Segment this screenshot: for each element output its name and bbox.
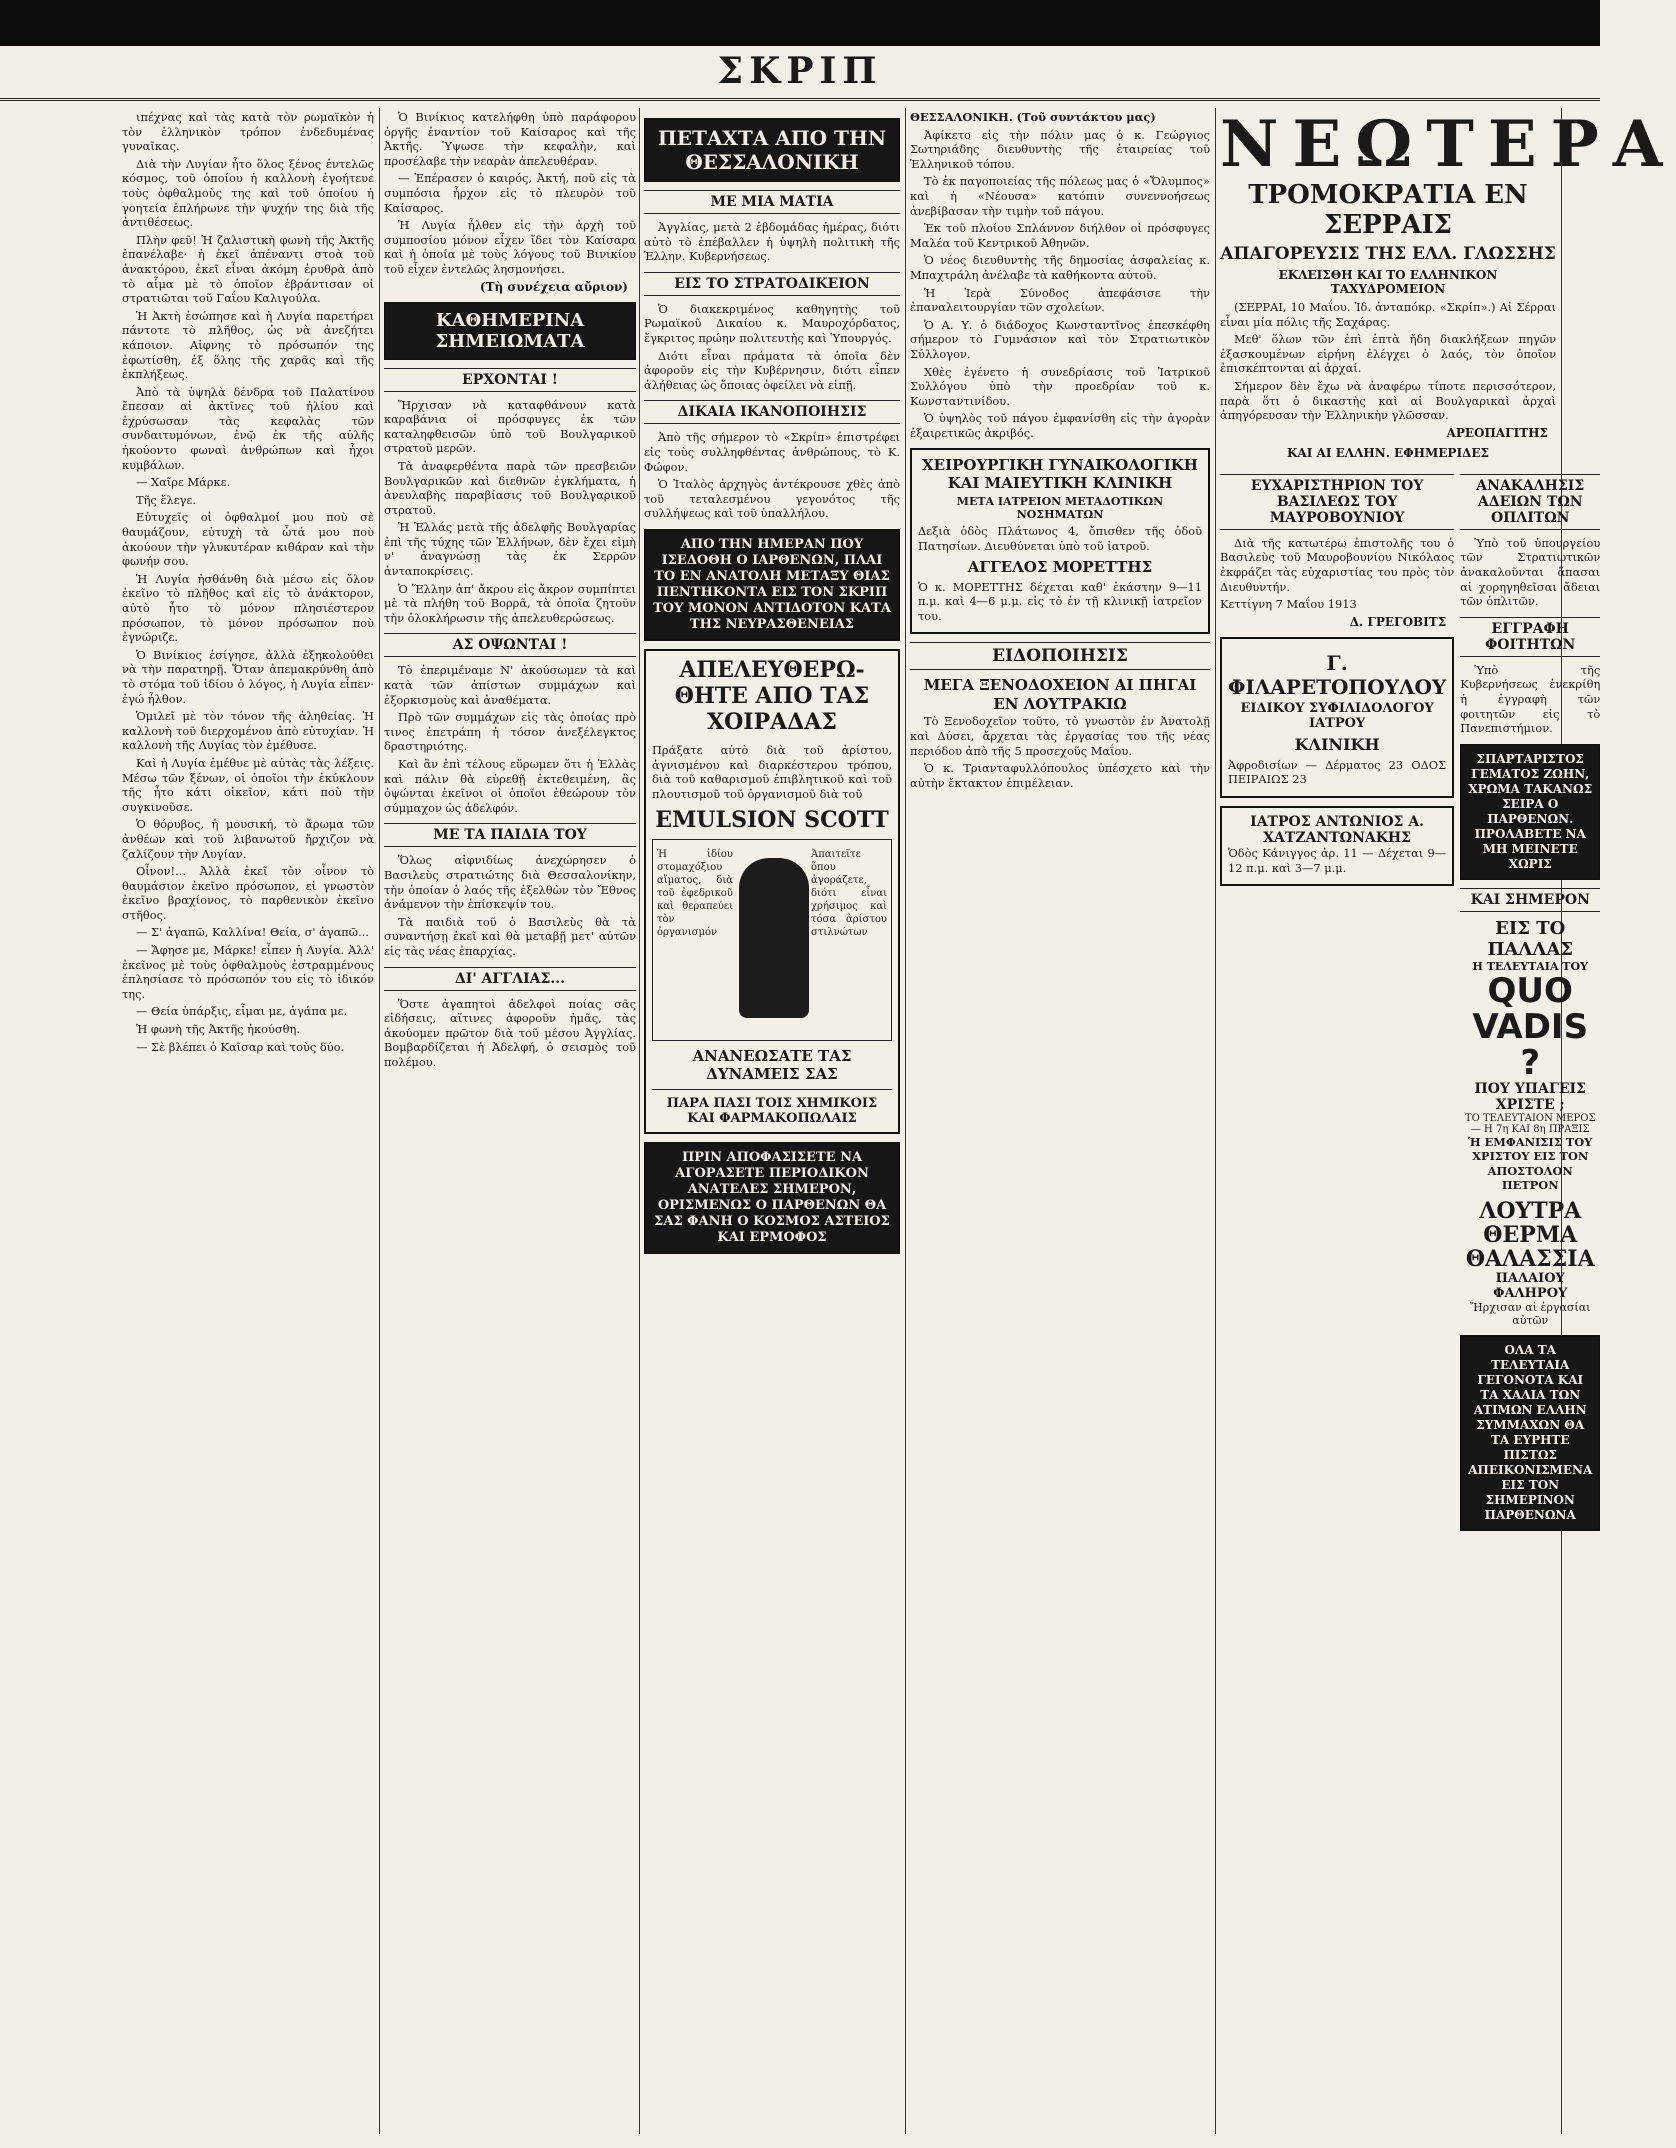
article-paragraph: Ἀπὸ τῆς σήμερον τὸ «Σκρίπ» ἐπιστρέφει εἰς τοὺς συλληφθέντας ἀνθρώπους, τὸ Κ. Φώφον. — [644, 430, 900, 474]
scott-brand: EMULSION SCOTT — [655, 807, 889, 834]
article-paragraph: Ὁ διακεκριμένος καθηγητὴς τοῦ Ρωμαϊκοῦ Δικαίου κ. Μαυροχόρδατος, ἔγκριτος πρώην πολιτευτὴς καὶ Ὑπουργός. — [644, 301, 900, 345]
neotera-heading: ΝΕΩΤΕΡΑ — [1220, 107, 1676, 182]
sub-headline-2: ΕΚΛΕΙΣΘΗ ΚΑΙ ΤΟ ΕΛΛΗΝΙΚΟΝ ΤΑΧΥΔΡΟΜΕΙΟΝ — [1278, 268, 1498, 296]
clinic-sub: ΜΕΤΑ ΙΑΤΡΕΙΟΝ ΜΕΤΑΔΟΤΙΚΩΝ ΝΟΣΗΜΑΤΩΝ — [956, 495, 1164, 522]
news-item: Τὸ ἐκ παγοποιείας τῆς πόλεως μας ὁ «Ὄλυμπος» καὶ ἡ «Νέουσα» κατόπιν συνεννοήσεως ἀνεβίβασαν τὴν τιμὴν τοῦ πάγου. — [910, 174, 1210, 218]
kathimerina-header: ΚΑΘΗΜΕΡΙΝΑ ΣΗΜΕΙΩΜΑΤΑ — [384, 302, 636, 360]
news-item: Ἡ Ἱερὰ Σύνοδος ἀπεφάσισε τὴν ἐπαναλειτουργίαν τῶν σχολείων. — [910, 285, 1210, 315]
filaretopoulos-ad — [1220, 637, 1454, 798]
baths-note: Ἤρχισαν αἱ ἐργασίαι αὐτῶν — [1469, 1301, 1591, 1328]
serial-paragraph: Ὁμιλεῖ μὲ τὸν τόνον τῆς ἀληθείας. Ἡ καλλονὴ τοῦ διερχομένου ἀπὸ εὐτυχίαν. Ἡ καλλονὴ τῆς Λυγίας τὸν ἐμέθυσε. — [122, 709, 374, 753]
clinic-address: Δεξιὰ ὁδὸς Πλάτωνος 4, ὄπισθεν τῆς ὁδοῦ Πατησίων. Διευθύνεται ὑπὸ τοῦ ἰατροῦ. — [918, 524, 1202, 554]
leave-recall: Ὑπὸ τοῦ ὑπουργείου τῶν Στρατιωτικῶν ἀνακαλοῦνται ἅπασαι αἱ χορηγηθεῖσαι ἄδειαι τῶν ὁπλιτῶν. — [1460, 535, 1601, 609]
scott-right-text: Ἀπαιτεῖτε ὅπου ἀγοράζετε, διότι εἶναι χρήσιμος καὶ τόσα ἀρίστου στιλνώτων — [811, 849, 887, 939]
article-paragraph: Ἀγγλίας, μετὰ 2 ἑβδομάδας ἡμέρας, διότι αὐτὸ τὸ ἐπέβαλλεν ἡ ὑψηλὴ πολιτικὴ τῆς Ἑλλην. Κυβερνήσεως. — [644, 220, 900, 264]
scott-left-text: Ἡ ἰδίου στομαχόξιου αἵματος, διὰ τοῦ ἐφεδρικοῦ καὶ θεραπεύει τὸν ὀργανισμόν — [657, 849, 733, 939]
article-paragraph: Ἤρχισαν νὰ καταφθάνουν κατὰ καραβάνια οἱ πρόσφυγες ἐκ τῶν καταληφθεισῶν ὑπὸ τοῦ Βουλγαρικοῦ στρατοῦ μερῶν. — [384, 397, 636, 456]
column-rule — [1215, 108, 1216, 2134]
baths-title-2: ΘΑΛΑΣΣΙΑ — [1465, 1246, 1595, 1273]
quo-vadis-body: Ἡ ΕΜΦΑΝΙΣΙΣ ΤΟΥ ΧΡΙΣΤΟΥ ΕΙΣ ΤΟΝ ΑΠΟΣΤΟΛΟΝ ΠΕΤΡΟΝ — [1468, 1134, 1593, 1193]
column-5 — [1220, 107, 1676, 2134]
serial-paragraph: — Χαῖρε Μάρκε. — [136, 475, 231, 490]
doctor-title: ΕΙΔΙΚΟΥ ΣΥΦΙΛΙΔΟΛΟΓΟΥ ΙΑΤΡΟΥ — [1240, 700, 1434, 731]
section-heading: ΕΡΧΟΝΤΑΙ ! — [384, 368, 636, 392]
article-paragraph: Τὰ παιδιὰ τοῦ ὁ Βασιλεὺς θὰ τὰ συναντήσῃ ἐκεῖ καὶ θὰ μεταβῇ μετ' αὐτῶν εἰς τὰς νέας ἐπαρχίας. — [384, 914, 636, 958]
hotel-note: Ὁ κ. Τριανταφυλλόπουλος ὑπέσχετο καὶ τὴν αὐτὴν ἔκτακτον ἐπιμέλειαν. — [910, 761, 1210, 790]
column-rule — [379, 108, 380, 2134]
hotel-title: ΜΕΓΑ ΞΕΝΟΔΟΧΕΙΟΝ ΑΙ ΠΗΓΑΙ ΕΝ ΛΟΥΤΡΑΚΙΩ — [923, 676, 1197, 714]
article-paragraph: Τὸ ἐπεριμέναμε Ν' ἀκούσωμεν τὰ καὶ κατὰ τῶν ἀπίστων συμμάχων καὶ ἐξορκισμοὺς καὶ ἀναθέματα. — [384, 663, 636, 707]
article-paragraph: Ἡ Ἑλλάς μετὰ τῆς ἀδελφῆς Βουλγαρίας ἐπὶ τῆς τύχης τῶν Ἑλλήνων, δὲν ἔχει εἰμὴ ν' ἀναγνώσῃ τὰς ἐκ Σερρῶν ἀνταποκρίσεις. — [384, 520, 636, 579]
right-subcolumn — [1460, 466, 1600, 1539]
serial-paragraph: Διὰ τὴν Λυγίαν ἦτο ὅλος ξένος ἐντελῶς κόσμος, τοῦ ὁποίου ἡ καλλονὴ ἐγοήτευε τοὺς ὀφθαλμοὺς της καὶ τοῦ ὁποίου ἡ γοητεία ἐπλήρωνε τὴν ψυχήν της διὰ τῆς ἀντιθέσεως. — [122, 156, 374, 230]
serial-paragraph: — Σὲ βλέπει ὁ Καῖσαρ καὶ τοὺς δύο. — [136, 1039, 345, 1054]
serial-paragraph: Ἡ Λυγία ἦλθεν εἰς τὴν ἀρχὴ τοῦ συμποσίου μόνον εἶχεν ἴδει τὸν Καίσαρα καὶ ἡ ὁποία μὲ τοὺς λόγους τοῦ Βινικίου τοῦ εἶχεν ἐντελῶς λησμονήσει. — [384, 218, 636, 276]
serial-paragraph: Τῆς ἔλεγε. — [136, 492, 196, 507]
efm-heading: ΚΑΙ ΑΙ ΕΛΛΗΝ. ΕΦΗΜΕΡΙΔΕΣ — [1286, 445, 1489, 460]
news-item: Ὁ ὑψηλὸς τοῦ πάγου ἐμφανίσθη εἰς τὴν ἀγορὰν ἐξαιρετικῶς ἀκριβός. — [910, 411, 1210, 440]
section-heading: ΕΓΓΡΑΦΗ ΦΟΙΤΗΤΩΝ — [1460, 617, 1600, 657]
section-heading: ΑΣ ΟΨΩΝΤΑΙ ! — [384, 633, 636, 657]
serial-paragraph: Ἀπὸ τὰ ὑψηλὰ δένδρα τοῦ Παλατίνου ἔπεσαν αἱ ἀκτῖνες τοῦ ἡλίου καὶ ἐχρύσωσαν τὰς κεφαλὰς τῶν συνδαιτυμόνων, ἐνῷ ἐκ τῆς αὐλῆς ἠκούοντο φωναὶ ἀνθρώπων καὶ ἦχοι κυμβάλων. — [122, 384, 374, 472]
baths-title: ΛΟΥΤΡΑ ΘΕΡΜΑ — [1479, 1198, 1582, 1249]
quo-vadis-part: ΤΟ ΤΕΛΕΥΤΑΙΟΝ ΜΕΡΟΣ — Η 7η ΚΑΙ 8η ΠΡΑΞΙΣ — [1464, 1112, 1596, 1135]
dateline: ΘΕΣΣΑΛΟΝΙΚΗ. (Τοῦ συντάκτου μας) — [910, 110, 1156, 124]
doctor-name: ΙΑΤΡΟΣ ΑΝΤΩΝΙΟΣ Α. ΧΑΤΖΑΝΤΩΝΑΚΗΣ — [1250, 813, 1425, 846]
doctor-name: Γ. ΦΙΛΑΡΕΤΟΠΟΥΛΟΥ — [1228, 650, 1447, 699]
doctor-hours: Ὁδὸς Κάνιγγος ἀρ. 11 — Δέχεται 9—12 π.μ. καὶ 3—7 μ.μ. — [1228, 845, 1447, 875]
article-paragraph: Ὅστε ἀγαπητοὶ ἀδελφοὶ ποίας σᾶς εἰδήσεις, αἵτινες ἀφοροῦν ἡμᾶς, τὰς ἀκούομεν πρῶτον διὰ τοῦ μέσου Ἀγγλίας. Βομβαρδίζεται ἡ Ἀδελφή, ὁ σεισμὸς τοῦ πολέμου. — [384, 996, 636, 1069]
news-item: Χθὲς ἐγένετο ἡ συνεδρίασις τοῦ Ἰατρικοῦ Συλλόγου ὑπὸ τὴν προεδρίαν τοῦ κ. Κωνσταντινίδου. — [910, 364, 1210, 408]
parthenon-box-2: ΠΡΙΝ ΑΠΟΦΑΣΙΣΕΤΕ ΝΑ ΑΓΟΡΑΣΕΤΕ ΠΕΡΙΟΔΙΚΟΝ ΑΝΑΤΕΛΕΣ ΣΗΜΕΡΟΝ, ΟΡΙΣΜΕΝΩΣ Ο ΠΑΡΘΕΝΩΝ ΘΑ ΣΑΣ ΦΑΝΗ Ο ΚΟΣΜΟΣ ΑΣΤΕΙΟΣ ΚΑΙ ΕΡΜΟΦΟΣ — [644, 1142, 900, 1254]
section-heading: ΔΙ' ΑΓΓΛΙΑΣ... — [384, 967, 636, 991]
serial-paragraph: Ὁ Βινίκιος κατελήφθη ὑπὸ παράφορου ὀργῆς ἐναντίον τοῦ Καίσαρος καὶ τῆς Ἀκτῆς. Ὑψωσε τὴν κεφαλὴν, καὶ προσέλαβε τὴν νεαρὰν ἀπελευθέραν. — [384, 110, 636, 168]
column-3 — [644, 110, 900, 2134]
column-4 — [910, 110, 1210, 2134]
scott-ad-title: ΑΠΕΛΕΥΘΕΡΩ-ΘΗΤΕ ΑΠΟ ΤΑΣ ΧΟΙΡΑΔΑΣ — [674, 656, 870, 735]
column-rule — [905, 108, 906, 2134]
students: Ὑπὸ τῆς Κυβερνήσεως ἐνεκρίθη ἡ ἐγγραφὴ τῶν φοιτητῶν εἰς τὸ Πανεπιστήμιον. — [1460, 662, 1601, 736]
chatzantonakis-ad — [1220, 806, 1454, 886]
serial-paragraph: — Ἐπέρασεν ὁ καιρός, Ἀκτή, ποῦ εἰς τὰ συμπόσια ἦρχον εἰς τὸ πλευρὸν τοῦ Καίσαρος. — [384, 171, 636, 215]
section-heading: ΜΕ ΜΙΑ ΜΑΤΙΑ — [644, 190, 900, 214]
serial-paragraph: Οἶνον!... Ἀλλὰ ἐκεῖ τὸν οἶνον τὸ θαυμάσιον ἐκεῖνο πρόσωπον, εἰ γνωστὸν ἐκεῖνο βραχίονος, τὸ παρθενικὸν ἐκεῖνο στῆθος. — [122, 864, 374, 922]
article-paragraph: Διότι εἶναι πράματα τὰ ὁποῖα δὲν ἀφοροῦν εἰς τὴν Κυβέρνησιν, διότι εἶπεν ἀλήθειας ὡς ὅποιας ὀφείλει νὰ εἰπῇ. — [644, 348, 900, 392]
article-paragraph: (ΣΕΡΡΑΙ, 10 Μαΐου. Ἰδ. ἀνταπόκρ. «Σκρίπ».) Αἱ Σέρραι εἶναι μία πόλις τῆς Σαχάρας. — [1220, 300, 1556, 329]
letter-signature: Δ. ΓΡΕΓΟΒΙΤΣ — [1349, 614, 1447, 629]
serial-paragraph: Εὐτυχεῖς οἱ ὀφθαλμοί μου ποὺ σὲ θαυμάζουν, εὐτυχὴ τὰ ὦτά μου ποὺ ἀκούουν τὴν γλυκυτέραν κιθάραν καὶ τὴν φωνήν σου. — [122, 510, 374, 569]
pallas-title: ΕΙΣ ΤΟ ΠΑΛΛΑΣ — [1487, 917, 1574, 960]
serial-paragraph: Ὁ θόρυβος, ἡ μουσική, τὸ ἄρωμα τῶν ἀνθέων καὶ τοῦ λιβανωτοῦ ἤρχιζον νὰ ζαλίζουν τὴν Λυγίαν. — [122, 817, 374, 861]
serial-paragraph: — Θεία ὑπάρξις, εἶμαι με, ἀγάπα με. — [136, 1004, 348, 1019]
letter-date: Κεττίγνη 7 Μαΐου 1913 — [1220, 597, 1357, 612]
article-paragraph: Ὁ Ἕλλην ἀπ' ἄκρου εἰς ἄκρον συμπίπτει μὲ τὰ πλήθη τοῦ Βορρᾶ, τὰ ὁποῖα ζητοῦν τὴν ὁλοκλήρωσιν τῆς ἀπελευθερώσεως. — [384, 581, 636, 625]
news-item: Ἐκ τοῦ πλοίου Σπλάννον διήλθον οἱ πρόσφυγες Μαλέα τοῦ Κεντρικοῦ Ἀθηνῶν. — [910, 221, 1210, 250]
section-heading: ΔΙΚΑΙΑ ΙΚΑΝΟΠΟΙΗΣΙΣ — [644, 400, 900, 424]
king-letter-intro: Διὰ τῆς κατωτέρω ἐπιστολῆς του ὁ Βασιλεὺς τοῦ Μαυροβουνίου Νικόλαος ἐκφράζει τὰς εὐχαριστίας του πρὸς τὸν Διευθυντήν. — [1220, 535, 1455, 594]
section-heading: ΜΕ ΤΑ ΠΑΙΔΙΑ ΤΟΥ — [384, 823, 636, 847]
column-2 — [384, 110, 636, 2134]
section-heading: ΚΑΙ ΣΗΜΕΡΟΝ — [1460, 888, 1600, 912]
section-heading: ΕΥΧΑΡΙΣΤΗΡΙΟΝ ΤΟΥ ΒΑΣΙΛΕΩΣ ΤΟΥ ΜΑΥΡΟΒΟΥΝΙΟΥ — [1220, 474, 1454, 530]
serial-paragraph: Ὁ Βινίκιος ἐσίγησε, ἀλλὰ ἐξηκολούθει νὰ τὴν παρατηρῇ. Ὅταν ἀπεμακρύνθη ἀπὸ τὸ στόμα τοῦ ἰδίου ὁ λόγος, ἡ Λυγία εἶπεν· ἐγώ ἦλθον. — [122, 647, 374, 706]
clinic-word: ΚΛΙΝΙΚΗ — [1294, 734, 1380, 754]
top-black-band — [0, 0, 1600, 46]
serial-paragraph: ιπέχνας καὶ τὰς κατὰ τὸν ρωμαϊκὸν ἡ τὸν ἑλληνικὸν τρόπον ἐνδεδυμένας γυναῖκας. — [122, 110, 374, 154]
section-heading: ΕΙΔΟΠΟΙΗΣΙΣ — [910, 642, 1210, 670]
parthenon-box: ΑΠΟ ΤΗΝ ΗΜΕΡΑΝ ΠΟΥ ΙΣΕΔΟΘΗ Ο ΙΑΡΘΕΝΩΝ, ΠΛΑΙ ΤΟ ΕΝ ΑΝΑΤΟΛΗ ΜΕΤΑΞΥ ΘΙΑΣ ΠΕΝΤΗΚΟΝΤΑ ΕΙΣ ΤΟΝ ΣΚΡΙΠ ΤΟΥ ΜΟΝΟΝ ΑΝΤΙΔΟΤΟΝ ΚΑΤΑ ΤΗΣ ΝΕΥΡΑΣΘΕΝΕΙΑΣ — [644, 529, 900, 641]
section-heading: ΑΝΑΚΑΛΗΣΙΣ ΑΔΕΙΩΝ ΤΩΝ ΟΠΛΙΤΩΝ — [1460, 474, 1600, 530]
petachta-banner: ΠΕΤΑΧΤΑ ΑΠΟ ΤΗΝ ΘΕΣΣΑΛΟΝΙΚΗ — [644, 118, 900, 182]
main-headline: ΤΡΟΜΟΚΡΑΤΙΑ ΕΝ ΣΕΡΡΑΙΣ — [1248, 180, 1528, 240]
continued-note: (Τὴ συνέχεια αὔριον) — [479, 279, 628, 294]
sub-headline: ΑΠΑΓΟΡΕΥΣΙΣ ΤΗΣ ΕΛΛ. ΓΛΩΣΣΗΣ — [1220, 244, 1556, 264]
article-paragraph: Καὶ ἂν ἐπὶ τέλους εὕρωμεν ὅτι ἡ Ἑλλὰς καὶ πάλιν θὰ εὑρεθῇ ἐκτεθειμένη, ἂς ὀψώνται ἐκεῖνοι οἱ ὁποῖοι ἐθεώρουν τὸν σύμμαχον ὡς ἀδελφόν. — [384, 757, 636, 815]
serial-paragraph: Καὶ ἡ Λυγία ἐμέθυε μὲ αὐτὰς τὰς λέξεις. Μέσω τῶν ξένων, οἱ ὁποῖοι τὴν ἐκύκλουν τῆς ἦτο κάτι οἰκεῖον, κάτι ποὺ τὴν συγκινοῦσε. — [122, 755, 374, 814]
fisherman-figure — [739, 858, 809, 1018]
masthead-title: ΣΚΡΙΠ — [717, 50, 883, 92]
serial-paragraph: Πλὴν φεῦ! Ἡ ζαλιστικὴ φωνὴ τῆς Ἀκτῆς ἐπανέλαβε· ἡ ἐκεῖ ἀπέναντι στοὰ τοῦ ἀνακτόρου, ἐκεῖ εἶναι ἀκόμη ἐρυθρὰ ἀπὸ τὸ αἷμα μὲ τὸ ὁποῖον ἐβράντισαν οἱ στρατιῶται τοῦ Γαΐου Καλιγούλα. — [122, 232, 374, 306]
hotel-body: Τὸ Ξενοδοχεῖον τοῦτο, τὸ γνωστὸν ἐν Ἀνατολῇ καὶ Δύσει, ἄρχεται τὰς ἐργασίας του τῆς νέας περιόδου ἀπὸ τῆς 5 προσεχοῦς Μαΐου. — [910, 714, 1210, 758]
quo-vadis-title: QUO VADIS ? — [1472, 970, 1589, 1083]
article-paragraph: Πρὸ τῶν συμμάχων εἰς τὰς ὁποίας πρὸ τινος ἐπετράπη ἡ τόσον ἀνεξέλεγκτος δραστηριότης. — [384, 710, 636, 754]
serial-paragraph: — Ἄφησε με, Μάρκε! εἶπεν ἡ Λυγία. Ἀλλ' ἐκεῖνος μὲ τοὺς ὀφθαλμοὺς ἐστραμμένους ἐπλησίασε τὸ πρόσωπόν του εἰς τὸ ἰδικόν της. — [122, 943, 374, 1001]
scott-fisherman-illustration — [652, 839, 892, 1041]
section-heading: ΕΙΣ ΤΟ ΣΤΡΑΤΟΔΙΚΕΙΟΝ — [644, 272, 900, 296]
article-paragraph: Μεθ' ὅλων τῶν ἐπὶ ἑπτὰ ἤδη διακλήξεων πηγῶν ἐξασκουμένων εἰρήνη ἐλέγχει ὁ λαός, τὸν ὁποῖον ἐπισκέπτονται αἱ ἀρχαί. — [1220, 332, 1556, 376]
article-paragraph: Σήμερον δὲν ἔχω νὰ ἀναφέρω τίποτε περισσότερον, παρὰ ὅτι ὁ δικαστὴς καὶ αἱ Βουλγαρικαὶ ἀρχαὶ ἀπηγόρευσαν τὴν Ἑλληνικὴν γλῶσσαν. — [1220, 378, 1556, 423]
column-1-serial — [122, 110, 374, 2134]
quo-vadis-sub: ΠΟΥ ΥΠΑΓΕΙΣ ΧΡΙΣΤΕ ; — [1474, 1080, 1586, 1113]
clinic-details: Ἀφροδισίων — Δέρματος 23 ΟΔΟΣ ΠΕΙΡΑΙΩΣ 23 — [1228, 757, 1447, 787]
left-subcolumn — [1220, 466, 1454, 1539]
article-paragraph: Τὰ ἀναφερθέντα παρὰ τῶν πρεσβειῶν Βουλγαρικῶν καὶ διεθνῶν ἐγκλήματα, ἡ ἀνευλαβὴς παραβίασις τοῦ Βουλγαρικοῦ στρατοῦ. — [384, 458, 636, 517]
article-paragraph: Ὁ Ἰταλὸς ἀρχηγὸς ἀντέκρουσε χθὲς ἀπὸ τοῦ τεταλεσμένου γεγονότος τῆς συλλήψεως καὶ τοῦ ὑπαλλήλου. — [644, 477, 900, 521]
parthenon-box-3: ΣΠΑΡΤΑΡΙΣΤΟΣ ΓΕΜΑΤΟΣ ΖΩΗΝ, ΧΡΩΜΑ ΤΑΚΑΝΩΣ ΣΕΙΡΑ Ο ΠΑΡΘΕΝΩΝ. ΠΡΟΛΑΒΕΤΕ ΝΑ ΜΗ ΜΕΙΝΕΤΕ ΧΩΡΙΣ — [1460, 744, 1600, 880]
scott-ad-body: Πράξατε αὐτὸ διὰ τοῦ ἀρίστου, ἀγνισμένου καὶ διαρκέστερου τρόπου, διὰ τοῦ καθαρισμοῦ ἐπιβλητικοῦ καὶ τοῦ πλουτισμοῦ τοῦ ὀργανισμοῦ διὰ τοῦ — [652, 742, 892, 801]
serial-paragraph: Ἡ φωνὴ τῆς Ἀκτῆς ἠκούσθη. — [136, 1022, 300, 1037]
pallas-sub: Η ΤΕΛΕΥΤΑΙΑ ΤΟΥ — [1472, 959, 1588, 973]
news-item: Ὁ νέος διευθυντὴς τῆς δημοσίας ἀσφαλείας κ. Μπαχτράλη ἀνέλαβε τὰ καθήκοντα αὐτοῦ. — [910, 253, 1210, 282]
article-paragraph: Ὅλως αἰφνιδίως ἀνεχώρησεν ὁ Βασιλεὺς στρατιώτης διὰ Θεσσαλονίκην, τὴν ὁποίαν ὁ λαός τῆς ἐξελθὼν τὸν Ἔθνος ἀνάμενον τὴν ἐπίσκεψίν του. — [384, 853, 636, 912]
clinic-hours: Ὁ κ. ΜΟΡΕΤΤΗΣ δέχεται καθ' ἑκάστην 9—11 π.μ. καὶ 4—6 μ.μ. εἰς τὸ ἐν τῇ κλινικῇ ἰατρεῖον του. — [918, 579, 1202, 623]
signature: ΑΡΕΟΠΑΓΙΤΗΣ — [1446, 425, 1548, 440]
news-item: Ἀφίκετο εἰς τὴν πόλιν μας ὁ κ. Γεώργιος Σωτηριάδης διευθυντὴς τῆς ἑταιρείας τοῦ Ἑλληνικοῦ τόπου. — [910, 127, 1210, 171]
scott-ad — [644, 649, 900, 1134]
clinic-ad — [910, 448, 1210, 634]
serial-paragraph: Ἡ Λυγία ἠσθάνθη διὰ μέσω εἰς ὅλον ἐκεῖνο τὸ πλῆθος καὶ εἰς τὸ ἀνάκτορον, αὐτὸ ἦτο τὸ μόνον πλησιέστερον πρόσωπον, τὸ μόνον πρόσωπον ποὺ ἐγνώριζε. — [122, 571, 374, 645]
renew-line: ΑΝΑΝΕΩΣΑΤΕ ΤΑΣ ΔΥΝΑΜΕΙΣ ΣΑΣ — [692, 1047, 852, 1084]
column-rule — [639, 108, 640, 2134]
serial-paragraph: — Σ' ἀγαπῶ, Καλλίνα! Θεία, σ' ἀγαπῶ... — [136, 925, 369, 940]
parthenon-box-4: ΟΛΑ ΤΑ ΤΕΛΕΥΤΑΙΑ ΓΕΓΟΝΟΤΑ ΚΑΙ ΤΑ ΧΑΛΙΑ ΤΩΝ ΑΤΙΜΩΝ ΕΛΛΗΝ ΣΥΜΜΑΧΩΝ ΘΑ ΤΑ ΕΥΡΗΤΕ ΠΙΣΤΩΣ ΑΠΕΙΚΟΝΙΣΜΕΝΑ ΕΙΣ ΤΟΝ ΣΗΜΕΡΙΝΟΝ ΠΑΡΘΕΝΩΝΑ — [1460, 1335, 1600, 1531]
clinic-title: ΧΕΙΡΟΥΡΓΙΚΗ ΓΥΝΑΙΚΟΛΟΓΙΚΗ ΚΑΙ ΜΑΙΕΥΤΙΚΗ ΚΛΙΝΙΚΗ — [922, 456, 1198, 493]
doctor-name: ΑΓΓΕΛΟΣ ΜΟΡΕΤΤΗΣ — [967, 557, 1153, 576]
pharmacy-line: ΠΑΡΑ ΠΑΣΙ ΤΟΙΣ ΧΗΜΙΚΟΙΣ ΚΑΙ ΦΑΡΜΑΚΟΠΩΛΑΙΣ — [666, 1096, 878, 1127]
news-item: Ὁ Α. Υ. ὁ διάδοχος Κωνσταντῖνος ἐπεσκέφθη σήμερον τὸ Γυμνάσιον καὶ τὸν Στρατιωτικὸν Σύλλογον. — [910, 317, 1210, 361]
serial-paragraph: Ἡ Ἀκτὴ ἐσώπησε καὶ ἡ Λυγία παρετήρει πάντοτε τὸ πλῆθος, ὡς νὰ ἀνεζήτει κάποιον. Αἰφνης τὸ πρόσωπόν της ἐφωτίσθη, ἐξ ὅλης τῆς χαρᾶς καὶ τῆς ἐκπλήξεως. — [122, 308, 374, 382]
baths-location: ΠΑΛΑΙΟΥ ΦΑΛΗΡΟΥ — [1493, 1271, 1568, 1302]
